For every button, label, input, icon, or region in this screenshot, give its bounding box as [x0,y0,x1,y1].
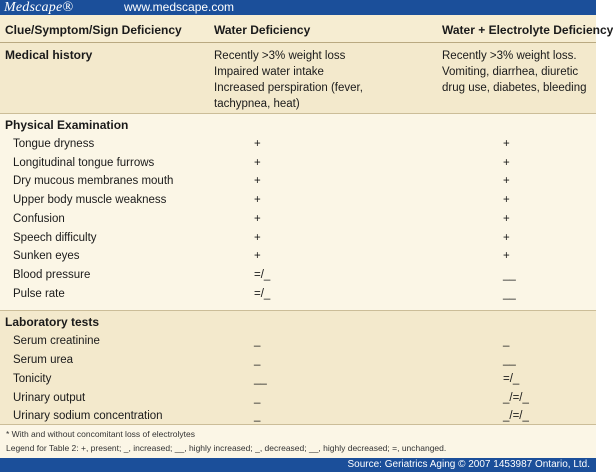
medscape-banner [0,0,596,15]
table-row [0,136,596,155]
row-water: __ [254,373,267,385]
row-electrolyte: + [503,138,510,150]
row-water: + [254,213,261,225]
row-label: Serum urea [13,354,74,366]
history-line: Recently >3% weight loss [214,50,346,62]
history-line: Impaired water intake [214,66,324,78]
dehydration-table [0,15,613,427]
section-medical-history [0,43,596,113]
table-row [0,371,596,390]
history-line: Vomiting, diarrhea, diuretic [442,66,579,78]
row-label: Confusion [13,213,65,225]
section-title: Physical Examination [5,118,129,132]
table-row [0,390,596,409]
row-electrolyte: _ [503,335,510,347]
row-water: + [254,138,261,150]
history-line: drug use, diabetes, bleeding [442,82,587,94]
row-label: Tonicity [13,373,52,385]
row-electrolyte: =/_ [503,373,520,385]
row-electrolyte: __ [503,354,516,366]
row-electrolyte: + [503,213,510,225]
row-label: Urinary output [13,392,86,404]
section-physical-exam [0,113,596,310]
site-url[interactable]: www.medscape.com [124,0,235,14]
row-label: Serum creatinine [13,335,100,347]
header-electrolyte: Water + Electrolyte Deficiency [442,23,613,37]
table-row [0,286,596,305]
table-row [0,211,596,230]
table-row [0,267,596,286]
row-label: Pulse rate [13,288,65,300]
footnote-electrolytes: * With and without concomitant loss of electrolytes [6,429,195,439]
medscape-logo: Medscape® [4,0,74,15]
section-laboratory-tests [0,310,596,427]
history-line: Recently >3% weight loss. [442,50,577,62]
table-row [0,230,596,249]
section-title: Medical history [5,48,93,62]
table-row [0,333,596,352]
row-electrolyte: __ [503,269,516,281]
row-label: Longitudinal tongue furrows [13,157,155,169]
row-water: _ [254,335,261,347]
table-row [0,173,596,192]
table-row [0,248,596,267]
row-electrolyte: __ [503,288,516,300]
source-bar [0,458,596,472]
table-header [0,15,613,43]
row-water: _ [254,392,261,404]
table-footnotes [0,424,596,459]
table-row [0,192,596,211]
row-electrolyte: + [503,157,510,169]
history-line: Increased perspiration (fever, [214,82,363,94]
row-label: Blood pressure [13,269,91,281]
row-water: _ [254,354,261,366]
row-label: Upper body muscle weakness [13,194,167,206]
row-water: + [254,157,261,169]
row-electrolyte: _/=/_ [503,410,529,422]
row-label: Sunken eyes [13,250,80,262]
row-label: Tongue dryness [13,138,95,150]
row-water: + [254,250,261,262]
header-water: Water Deficiency [214,23,311,37]
history-line: tachypnea, heat) [214,98,300,110]
history-electrolyte [442,48,587,96]
row-label: Urinary sodium concentration [13,410,163,422]
row-water: + [254,175,261,187]
row-electrolyte: + [503,250,510,262]
row-label: Dry mucous membranes mouth [13,175,174,187]
footnote-legend: Legend for Table 2: +, present; _, increased; __, highly increased; _, decreased; __, highly decreased; =, unchanged. [6,443,447,453]
source-credit: Source: Geriatrics Aging © 2007 1453987 Ontario, Ltd. [347,459,590,470]
row-water: + [254,194,261,206]
row-label: Speech difficulty [13,232,97,244]
section-title: Laboratory tests [5,315,100,329]
row-electrolyte: + [503,194,510,206]
row-electrolyte: + [503,232,510,244]
history-water [214,48,363,112]
row-water: + [254,232,261,244]
row-electrolyte: _/=/_ [503,392,529,404]
table-row [0,352,596,371]
table-row [0,155,596,174]
header-clue: Clue/Symptom/Sign Deficiency [5,23,182,37]
row-water: =/_ [254,269,271,281]
row-water: =/_ [254,288,271,300]
row-electrolyte: + [503,175,510,187]
row-water: _ [254,410,261,422]
